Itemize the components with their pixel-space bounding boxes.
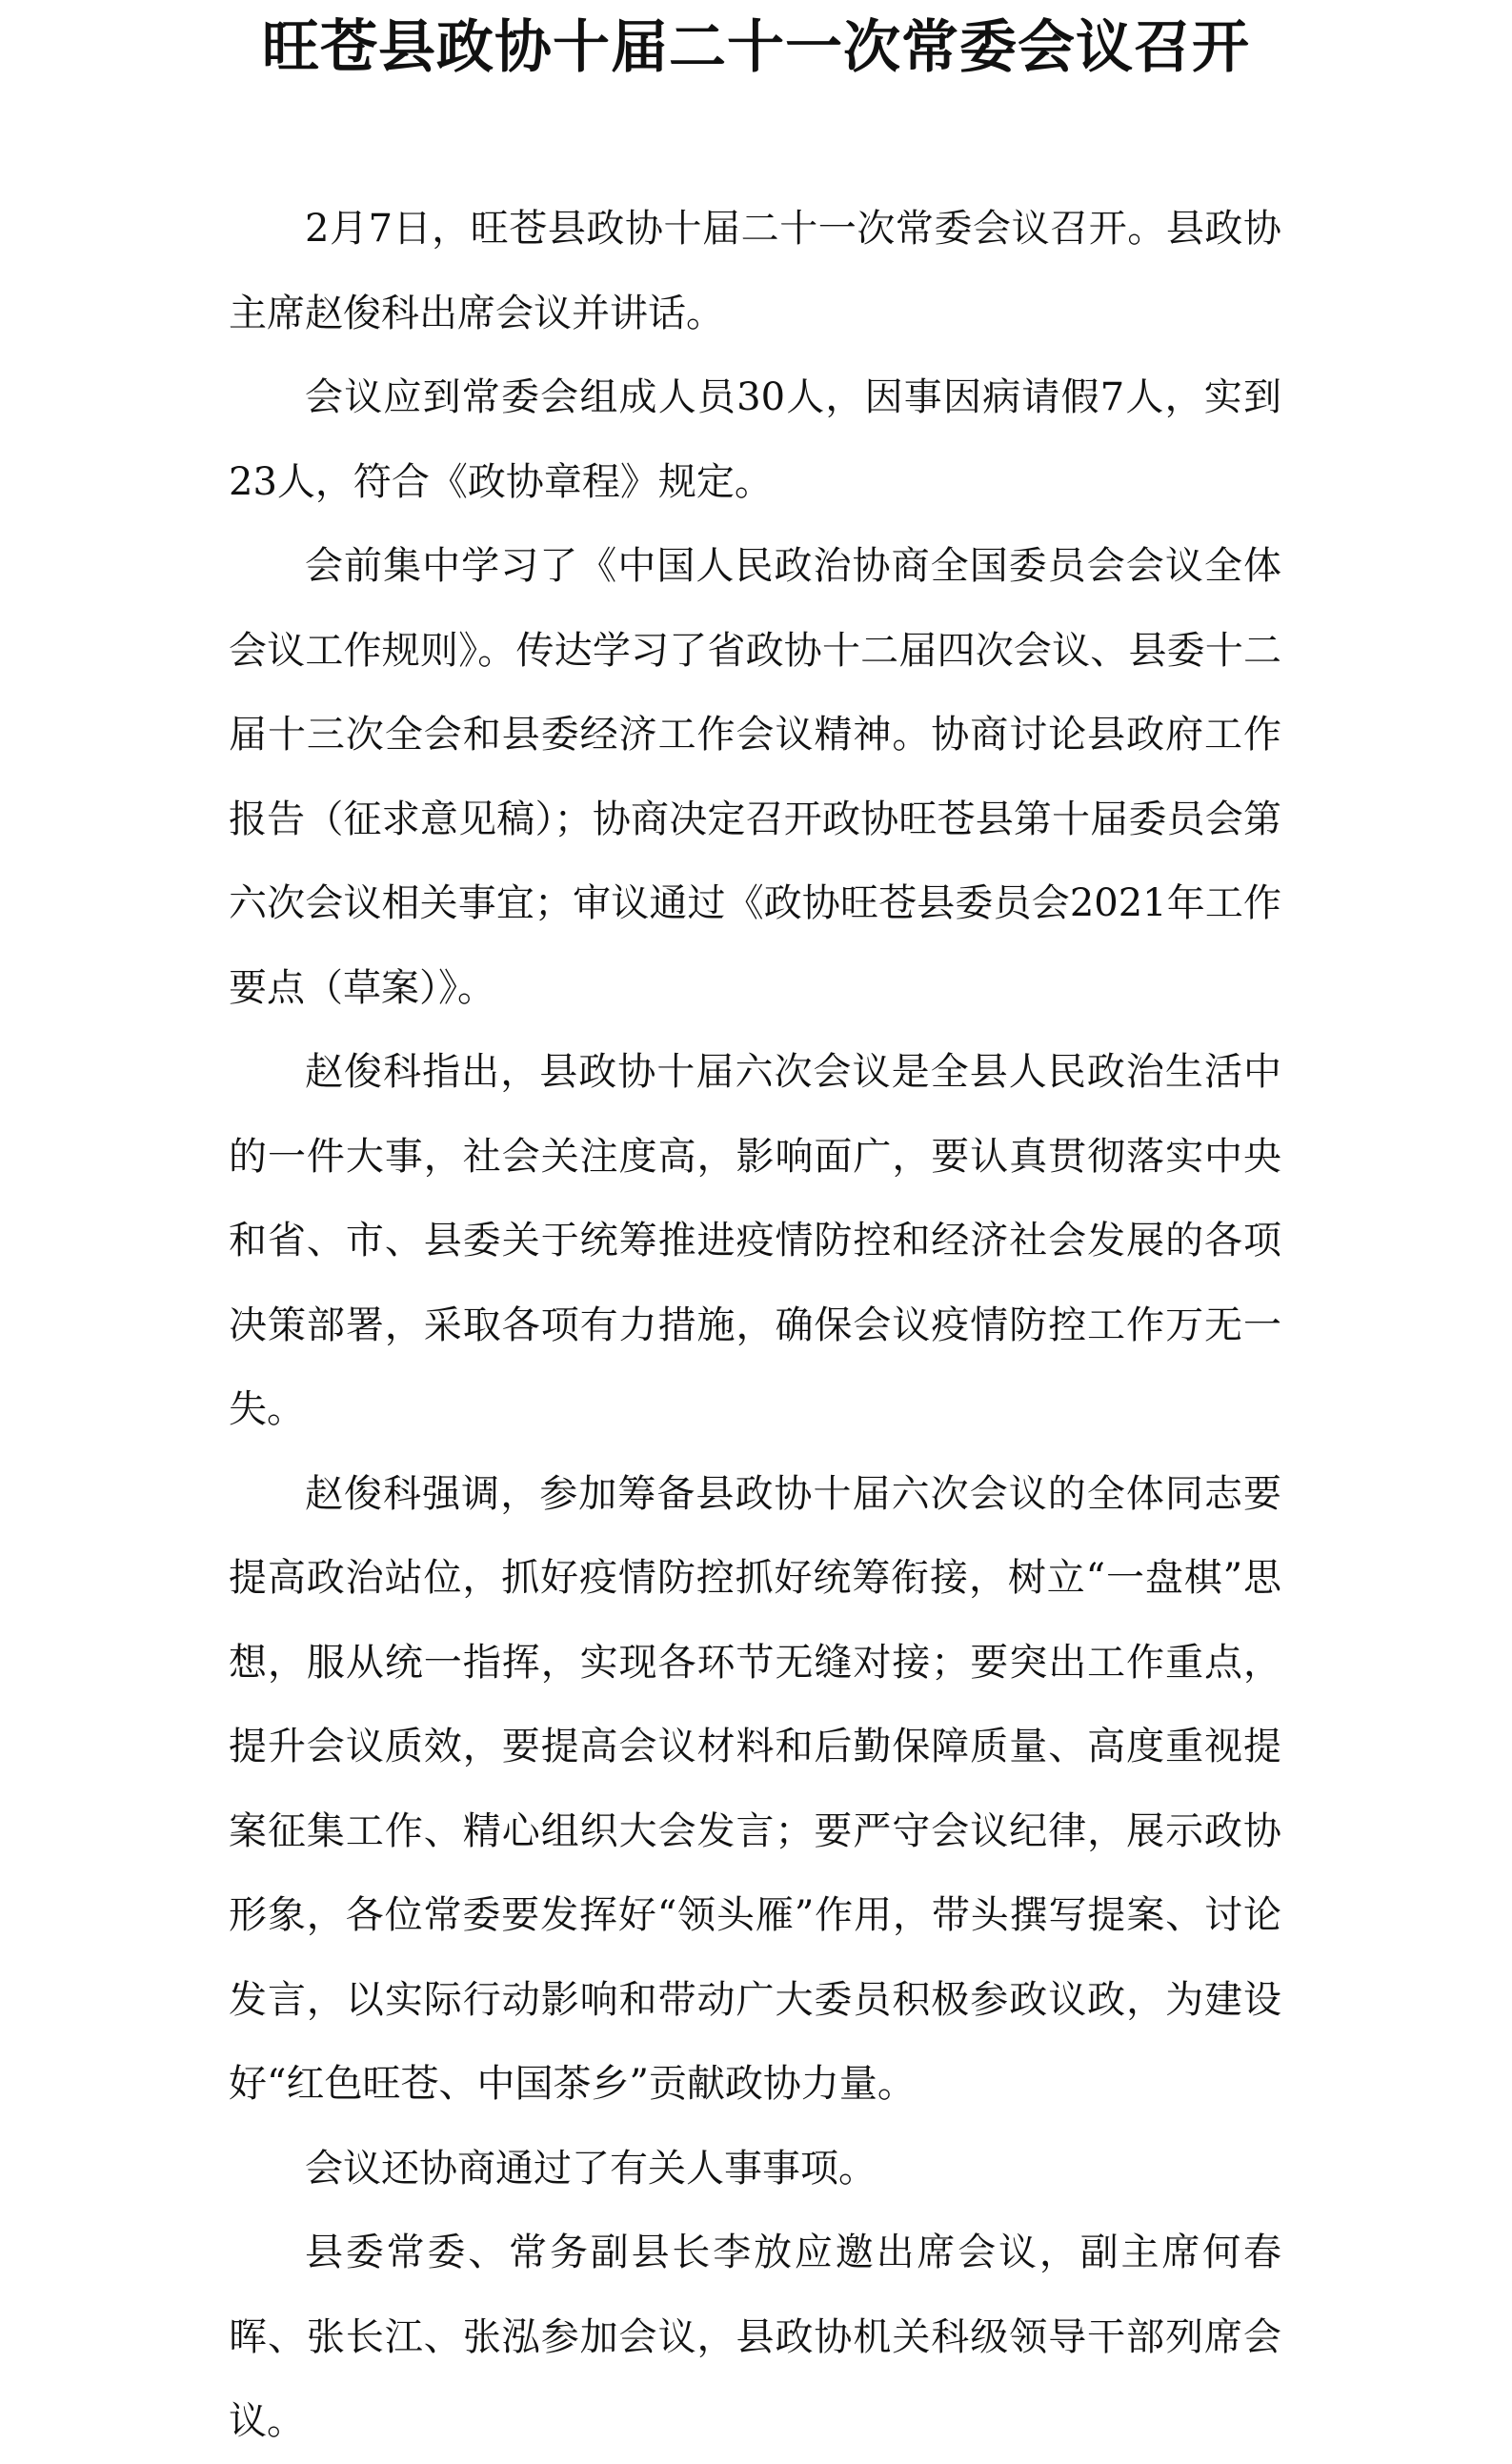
paragraph-meeting-opening: 2月7日，旺苍县政协十届二十一次常委会议召开。县政协主席赵俊科出席会议并讲话。	[229, 207, 1281, 335]
paragraph-attendance: 会议应到常委会组成人员30人，因事因病请假7人，实到23人，符合《政协章程》规定。	[229, 375, 1281, 504]
paragraph-attendees: 县委常委、常务副县长李放应邀出席会议，副主席何春晖、张长江、张泓参加会议，县政协机关科级领导干部列席会议。	[229, 2231, 1281, 2443]
article-body	[229, 187, 1281, 2464]
paragraph-agenda: 会前集中学习了《中国人民政治协商全国委员会会议全体会议工作规则》。传达学习了省政协十二届四次会议、县委十二届十三次全会和县委经济工作会议精神。协商讨论县政府工作报告（征求意见稿）；协商决定召开政协旺苍县第十届委员会第六次会议相关事宜；审议通过《政协旺苍县委员会2021年工作要点（草案）》。	[229, 544, 1281, 1010]
paragraph-personnel-matters: 会议还协商通过了有关人事事项。	[305, 2146, 877, 2191]
paragraph-chairman-remarks: 赵俊科指出，县政协十届六次会议是全县人民政治生活中的一件大事，社会关注度高，影响面广，要认真贯彻落实中央和省、市、县委关于统筹推进疫情防控和经济社会发展的各项决策部署，采取各项有力措施，确保会议疫情防控工作万无一失。	[229, 1050, 1281, 1431]
article-title: 旺苍县政协十届二十一次常委会议召开	[262, 14, 1250, 81]
paragraph-chairman-emphasis: 赵俊科强调，参加筹备县政协十届六次会议的全体同志要提高政治站位，抓好疫情防控抓好统筹衔接，树立“一盘棋”思想，服从统一指挥，实现各环节无缝对接；要突出工作重点，提升会议质效，要提高会议材料和后勤保障质量、高度重视提案征集工作、精心组织大会发言；要严守会议纪律，展示政协形象，各位常委要发挥好“领头雁”作用，带头撰写提案、讨论发言，以实际行动影响和带动广大委员积极参政议政，为建设好“红色旺苍、中国茶乡”贡献政协力量。	[229, 1471, 1281, 2106]
